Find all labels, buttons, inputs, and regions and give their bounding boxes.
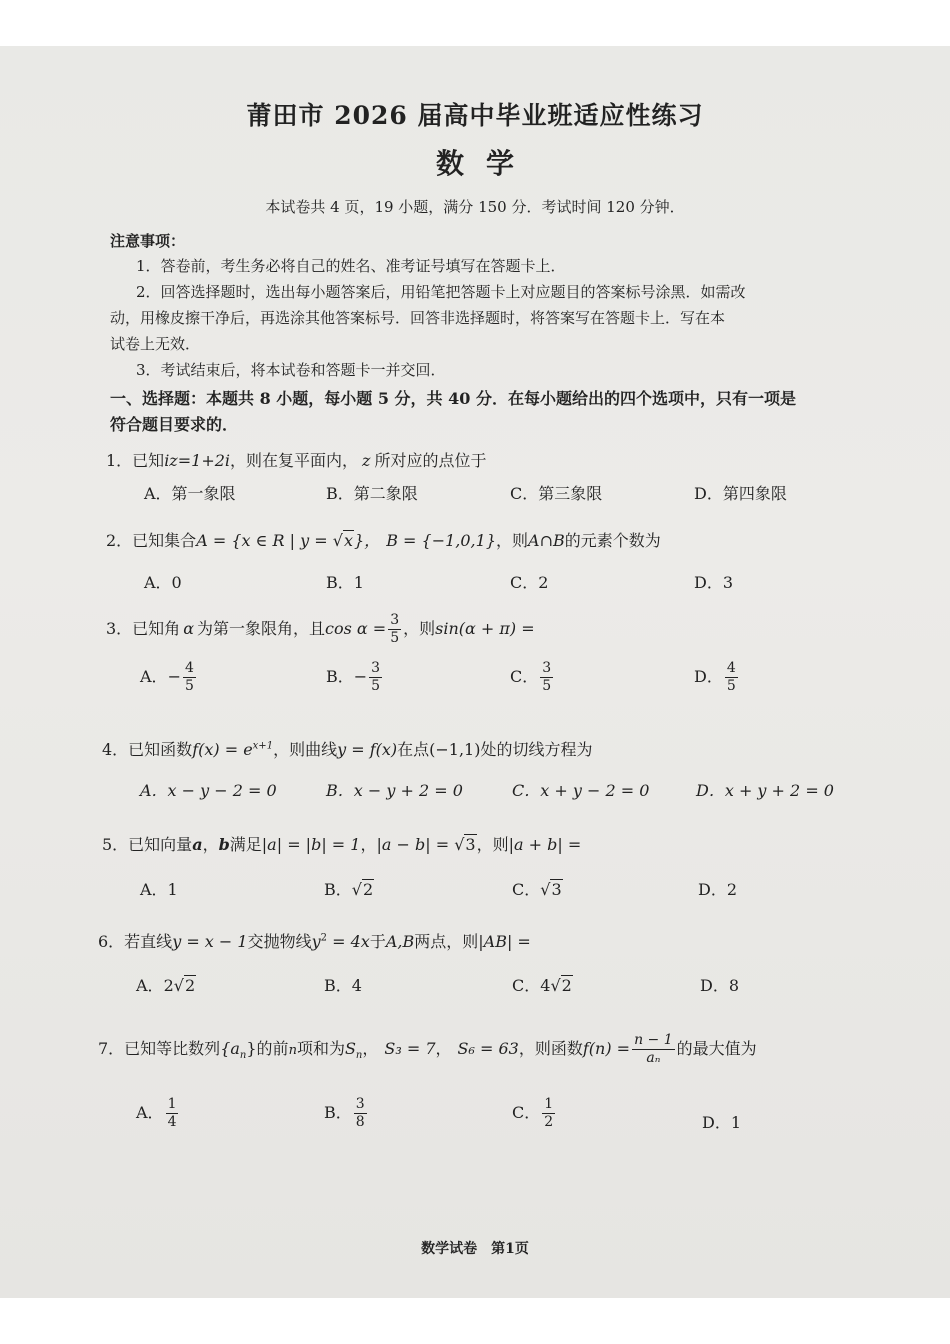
question-3-stem — [106, 608, 535, 650]
q5-condition-2: |a − b| = — [376, 835, 455, 854]
q6-text: 于 — [369, 932, 386, 951]
fraction-denominator: aₙ — [646, 1050, 661, 1066]
q1-option-d: D．第四象限 — [694, 484, 787, 503]
option-fraction — [166, 1096, 179, 1131]
fraction-numerator: 3 — [542, 660, 552, 676]
fraction-numerator: 3 — [355, 1096, 365, 1112]
q7-n: n — [288, 1043, 297, 1058]
fraction-numerator: 3 — [371, 660, 381, 676]
q6-option-c: C．4√2 — [512, 976, 572, 995]
option-label: B． — [326, 667, 354, 686]
fraction-denominator: 4 — [167, 1114, 177, 1130]
notice-item-2-line-1: 2．回答选择题时，选出每小题答案后，用铅笔把答题卡上对应题目的答案标号涂黑．如需改 — [136, 283, 746, 301]
q3-text: 3．已知角 — [106, 619, 181, 638]
option-label: C． — [512, 880, 541, 899]
option-label: B． — [324, 880, 352, 899]
q3-cos-fraction — [388, 612, 401, 647]
q4-text: 在点 — [397, 740, 430, 759]
fraction-denominator: 5 — [542, 678, 552, 694]
option-label: D． — [694, 667, 723, 686]
q5-text: ，则 — [476, 835, 509, 854]
q6-text: 6．若直线 — [98, 932, 173, 951]
question-1-stem — [106, 448, 487, 471]
notice-item-3: 3．考试结束后，将本试卷和答题卡一并交回． — [136, 361, 446, 379]
q5-vector-a: a — [192, 835, 203, 854]
option-fraction — [725, 660, 738, 695]
fraction-numerator: 4 — [726, 660, 736, 676]
q5-vector-b: b — [218, 835, 230, 854]
q6-points: A,B — [385, 932, 415, 951]
q5-ask: |a + b| = — [508, 835, 582, 854]
q6-line-equation: y = x − 1 — [172, 932, 248, 951]
option-sign: − — [353, 667, 368, 686]
q5-option-c: C．√3 — [512, 880, 562, 899]
q7-text: 7．已知等比数列 — [98, 1039, 221, 1058]
q2-option-a: A．0 — [144, 573, 182, 592]
q4-exponent: x+1 — [252, 740, 274, 752]
q1-text: 1．已知 — [106, 451, 165, 470]
q7-option-a — [136, 1096, 180, 1131]
option-label: A． — [136, 976, 164, 995]
q5-text: 满足 — [229, 835, 262, 854]
q3-option-b — [326, 660, 384, 695]
option-label: C． — [512, 1103, 541, 1122]
option-radicand: 2 — [561, 976, 572, 995]
q7-subscript: n — [355, 1050, 363, 1062]
q4-text: ，则曲线 — [273, 740, 338, 759]
q7-fraction — [632, 1032, 675, 1067]
option-label: C． — [512, 976, 541, 995]
q2-intersection: A∩B — [528, 531, 565, 550]
q6-parabola: y — [311, 932, 321, 951]
q2-set-a-head: A = {x ∈ R | y = — [196, 531, 333, 550]
q6-ask: |AB| = — [478, 932, 531, 951]
q7-subscript: n — [239, 1050, 247, 1062]
exam-title: 莆田市 2026 届高中毕业班适应性练习 — [246, 101, 704, 130]
q2-set-a-radicand: x — [343, 531, 353, 550]
q5-option-a: A．1 — [140, 880, 178, 899]
q4-point: (−1,1) — [429, 740, 481, 759]
q4-curve: y = f(x) — [337, 740, 398, 759]
q6-text: 两点，则 — [414, 932, 479, 951]
fraction-numerator: n − 1 — [634, 1032, 673, 1048]
q6-option-d: D．8 — [700, 976, 740, 995]
option-label: C． — [510, 667, 539, 686]
subject-title: 数学 — [435, 147, 536, 180]
fraction-denominator: 5 — [371, 678, 381, 694]
q7-text: 的前 — [256, 1039, 289, 1058]
q1-option-b: B．第二象限 — [326, 484, 418, 503]
q1-variable: z — [362, 451, 371, 470]
q5-text: 5．已知向量 — [102, 835, 193, 854]
q2-text: 的元素个数为 — [564, 531, 661, 550]
q7-option-b — [324, 1096, 369, 1131]
q2-option-d: D．3 — [694, 573, 734, 592]
fraction-numerator: 1 — [167, 1096, 177, 1112]
q7-s3: S₃ = 7 — [384, 1039, 436, 1058]
q7-text: 项和为 — [296, 1039, 345, 1058]
q6-option-b: B．4 — [324, 976, 362, 995]
q6-exponent: 2 — [320, 932, 328, 944]
q2-set-a-tail: }， — [354, 531, 381, 550]
option-label: B． — [324, 1103, 352, 1122]
question-7-stem: 7．已知等比数列$\{a_n\}$的前n项和为$S_n$， S₃ = 7， S₆ = 63，则函数f(n) = $\frac{n - 1}{\text{aₙ}}$ 的最大值为 — [98, 1032, 757, 1066]
q3-text: ，则 — [403, 619, 436, 638]
q6-option-a: A．2√2 — [136, 976, 196, 995]
q7-option-c — [512, 1096, 557, 1131]
q2-text: ，则 — [496, 531, 529, 550]
notice-item-2-line-2: 动，用橡皮擦干净后，再选涂其他答案标号．回答非选择题时，将答案写在答题卡上．写在本 — [110, 309, 726, 327]
question-6-stem — [98, 929, 531, 952]
q7-text: 的最大值为 — [676, 1039, 757, 1058]
option-fraction — [183, 660, 196, 695]
q3-option-c — [510, 660, 555, 695]
fraction-denominator: 5 — [390, 630, 400, 646]
q1-text: ，则在复平面内， — [230, 451, 359, 470]
option-label: A． — [140, 667, 168, 686]
fraction-denominator: 8 — [355, 1114, 365, 1130]
fraction-denominator: 5 — [726, 678, 736, 694]
question-5-stem: 5．已知向量a，b满足|a| = |b| = 1，|a − b| = √3，则|a + b| = — [102, 835, 582, 854]
q1-text: 所对应的点位于 — [374, 451, 487, 470]
option-sign: − — [167, 667, 181, 686]
q5-option-b: B．√2 — [324, 880, 374, 899]
option-fraction — [542, 1096, 555, 1131]
q3-sin: sin(α + π) = — [435, 619, 535, 638]
q7-option-d: D．1 — [702, 1113, 742, 1132]
fraction-denominator: 5 — [184, 678, 194, 694]
page-footer: 数学试卷 第1页 — [421, 1241, 529, 1257]
q2-set-b: B = {−1,0,1} — [386, 531, 496, 550]
q5-option-d: D．2 — [698, 880, 738, 899]
q5-radicand: 3 — [465, 835, 476, 854]
q7-s6: S₆ = 63 — [457, 1039, 519, 1058]
q6-parabola-rhs: = 4x — [327, 932, 370, 951]
fraction-numerator: 4 — [184, 660, 194, 676]
option-radicand: 3 — [551, 880, 562, 899]
q5-separator: ， — [360, 835, 377, 854]
q2-text: 2．已知集合 — [106, 531, 197, 550]
q4-text: 处的切线方程为 — [480, 740, 593, 759]
fraction-numerator: 1 — [544, 1096, 554, 1112]
section-1-heading-cont: 符合题目要求的． — [110, 415, 239, 434]
section-1-heading: 一、选择题：本题共 8 小题，每小题 5 分，共 40 分．在每小题给出的四个选项中，只有一项是 — [110, 389, 796, 408]
q1-option-a: A．第一象限 — [144, 484, 236, 503]
q3-cos: cos α = — [325, 619, 387, 638]
q3-text: 为第一象限角，且 — [197, 619, 326, 638]
option-fraction — [354, 1096, 367, 1131]
q6-text: 交抛物线 — [247, 932, 312, 951]
q3-alpha: α — [183, 619, 194, 638]
q7-sequence-close: } — [246, 1039, 257, 1058]
question-2-stem — [106, 528, 661, 551]
q5-separator: ， — [202, 835, 219, 854]
q4-option-b: B．x − y + 2 = 0 — [326, 781, 463, 800]
option-radicand: 2 — [362, 880, 374, 899]
q5-condition-1: |a| = |b| = 1 — [261, 835, 361, 854]
q7-sum: S — [344, 1039, 356, 1058]
option-coefficient: 4 — [540, 976, 551, 995]
q1-equation: iz=1+2i — [164, 451, 231, 470]
option-label: A． — [136, 1103, 164, 1122]
q4-option-d: D．x + y + 2 = 0 — [696, 781, 834, 800]
question-4-stem — [102, 737, 593, 760]
q4-option-c: C．x + y − 2 = 0 — [512, 781, 650, 800]
option-radicand: 2 — [184, 976, 196, 995]
q4-function: f(x) = e — [192, 740, 253, 759]
fraction-denominator: 2 — [544, 1114, 554, 1130]
q4-option-a: A．x − y − 2 = 0 — [140, 781, 277, 800]
option-fraction — [540, 660, 553, 695]
q7-function: f(n) = — [582, 1039, 631, 1058]
exam-info: 本试卷共 4 页，19 小题，满分 150 分．考试时间 120 分钟． — [265, 198, 685, 216]
notice-item-1: 1．答卷前，考生务必将自己的姓名、准考证号填写在答题卡上． — [136, 257, 566, 275]
q7-sequence: {a — [220, 1039, 240, 1058]
option-coefficient: 2 — [163, 976, 174, 995]
q3-option-d — [694, 660, 740, 695]
q7-text: ，则函数 — [518, 1039, 583, 1058]
fraction-numerator: 3 — [390, 612, 400, 628]
notice-heading: 注意事项： — [110, 232, 186, 250]
option-fraction — [369, 660, 382, 695]
q2-set-a: A = {x ∈ R | y = √x}， — [196, 531, 381, 550]
q2-option-c: C．2 — [510, 573, 549, 592]
q1-option-c: C．第三象限 — [510, 484, 603, 503]
q2-option-b: B．1 — [326, 573, 364, 592]
notice-item-2-line-3: 试卷上无效． — [110, 335, 201, 353]
q4-text: 4．已知函数 — [102, 740, 193, 759]
q3-option-a — [140, 660, 198, 695]
